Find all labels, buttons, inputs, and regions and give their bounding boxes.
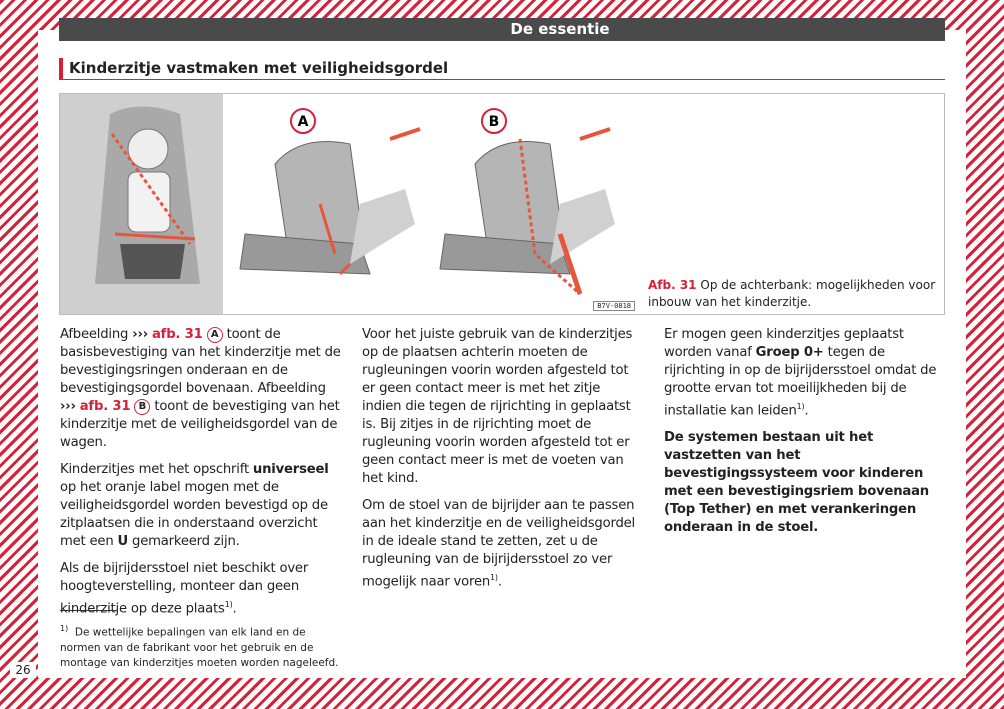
section-title: Kinderzitje vastmaken met veiligheidsgordel (59, 58, 945, 80)
figure-illustration (60, 94, 639, 314)
column-3: Er mogen geen kinderzitjes geplaatst worden vanaf Groep 0+ tegen de rijrichting in op de bijrijdersstoel omdat de grootte ervan tot moeilijkheden bij de installatie kan leiden$^{1)}$. De systemen bestaan uit het vastzetten van het bevestigingssysteem voor kinderen met een bevestigingsriem bovenaan (Top Tether) en met verankeringen onderaan in de stoel. (664, 327, 937, 536)
caption-ref: Afb. 31 (648, 278, 697, 292)
footnote-mark: 1) (60, 624, 69, 633)
column-1: Afbeelding ››› afb. 31 A toont de basisbevestiging van het kinderzitje met de bevestigingsringen onderaan en de bevestigingsgordel bovenaan. Afbeelding ››› afb. 31 B toont de bevestiging van het kinderzitje met de veiligheidsgordel van de wagen. Kinderzitjes met het opschrift universeel op het oranje label mogen met de veiligheidsgordel worden bevestigd op de zitplaatsen die in onderstaand overzicht met een U gemarkeerd zijn. Als de bijrijdersstoel niet beschikt over hoogteverstelling, monteer dan geen kinderzitje op deze plaats$^{1)}$. (60, 327, 341, 617)
bold-text: U (117, 534, 129, 549)
footnote (60, 621, 340, 671)
text: Afbeelding (60, 327, 129, 342)
caption-text: Op de achterbank: mogelijkheden voor inbouw van het kinderzitje. (648, 278, 936, 309)
text: toont de basisbevestiging van het kinderzitje met de bevestigingsringen onderaan en de bevestigingsgordel bovenaan. Afbeelding (60, 327, 341, 396)
figure-link[interactable]: afb. 31 (79, 399, 131, 414)
bold-text: Groep 0+ (755, 345, 824, 360)
paragraph: Voor het juiste gebruik van de kinderzitjes op de plaatsen achterin moeten de rugleuningen voorin worden afgesteld tot er geen contact meer is met het zitje indien die tegen de rijrichting in geplaatst is. Bij zitjes in de rijrichting moet de rugleuning voorin worden afgesteld tot er geen contact meer is met de voeten van het kind. (362, 327, 633, 486)
text: Als de bijrijdersstoel niet beschikt over hoogteverstelling, monteer dan geen kinderzitje op deze plaats (60, 561, 309, 617)
text: toont de bevestiging van het kinderzitje met de veiligheidsgordel van de wagen. (60, 399, 340, 450)
text: Er mogen geen kinderzitjes geplaatst worden vanaf (664, 327, 904, 360)
column-2: Voor het juiste gebruik van de kinderzitjes op de plaatsen achterin moeten de rugleuningen voorin worden afgesteld tot er geen contact meer is met het zitje indien die tegen de rijrichting in geplaatst is. Bij zitjes in de rijrichting moet de rugleuning voorin worden afgesteld tot er geen contact meer is met de voeten van het kind. Om de stoel van de bijrijder aan te passen aan het kinderzitje en de veiligheidsgordel in de ideale stand te zetten, zet u de rugleuning van de bijrijdersstoel zo ver mogelijk naar voren$^{1)}$. (362, 326, 642, 600)
figure-label-a: A (297, 114, 309, 130)
footnote-ref: 1) (796, 402, 805, 411)
text: op het oranje label mogen met de veiligheidsgordel worden bevestigd op de zitplaatsen die in onderstaand overzicht met een (60, 480, 328, 549)
text: Om de stoel van de bijrijder aan te passen aan het kinderzitje en de veiligheidsgordel in de ideale stand te zetten, zet u de rugleuning van de bijrijdersstoel zo ver mogelijk naar voren (362, 498, 636, 590)
figure-code: B7V-0818 (593, 301, 635, 311)
bold-paragraph: De systemen bestaan uit het vastzetten van het bevestigingssysteem voor kinderen met een bevestigingsriem bovenaan (Top Tether) en met verankeringen onderaan in de stoel. (664, 430, 929, 536)
figure-label-b: B (488, 114, 500, 130)
text: Kinderzitjes met het opschrift (60, 462, 249, 477)
footnote-text: De wettelijke bepalingen van elk land en de normen van de fabrikant voor het gebruik en de montage van kinderzitjes moeten worden nageleefd. (60, 626, 339, 669)
footnote-ref: 1) (490, 573, 498, 582)
page-number: 26 (10, 662, 36, 678)
text: tegen de rijrichting in op de bijrijdersstoel omdat de grootte ervan tot moeilijkheden bij de installatie kan leiden (664, 345, 937, 419)
text: gemarkeerd zijn. (132, 534, 240, 549)
header-bar (59, 18, 945, 41)
circle-label-a: A (207, 327, 223, 343)
bold-text: universeel (252, 462, 329, 477)
arrow-icon: ››› (60, 399, 76, 414)
header-title: De essentie (510, 20, 610, 38)
figure-link[interactable]: afb. 31 (151, 327, 203, 342)
circle-label-b: B (134, 399, 150, 415)
figure (59, 93, 945, 315)
footnote-ref: 1) (224, 600, 233, 609)
arrow-icon: ››› (132, 327, 148, 342)
footnote-divider (60, 610, 118, 611)
figure-caption (648, 277, 940, 311)
